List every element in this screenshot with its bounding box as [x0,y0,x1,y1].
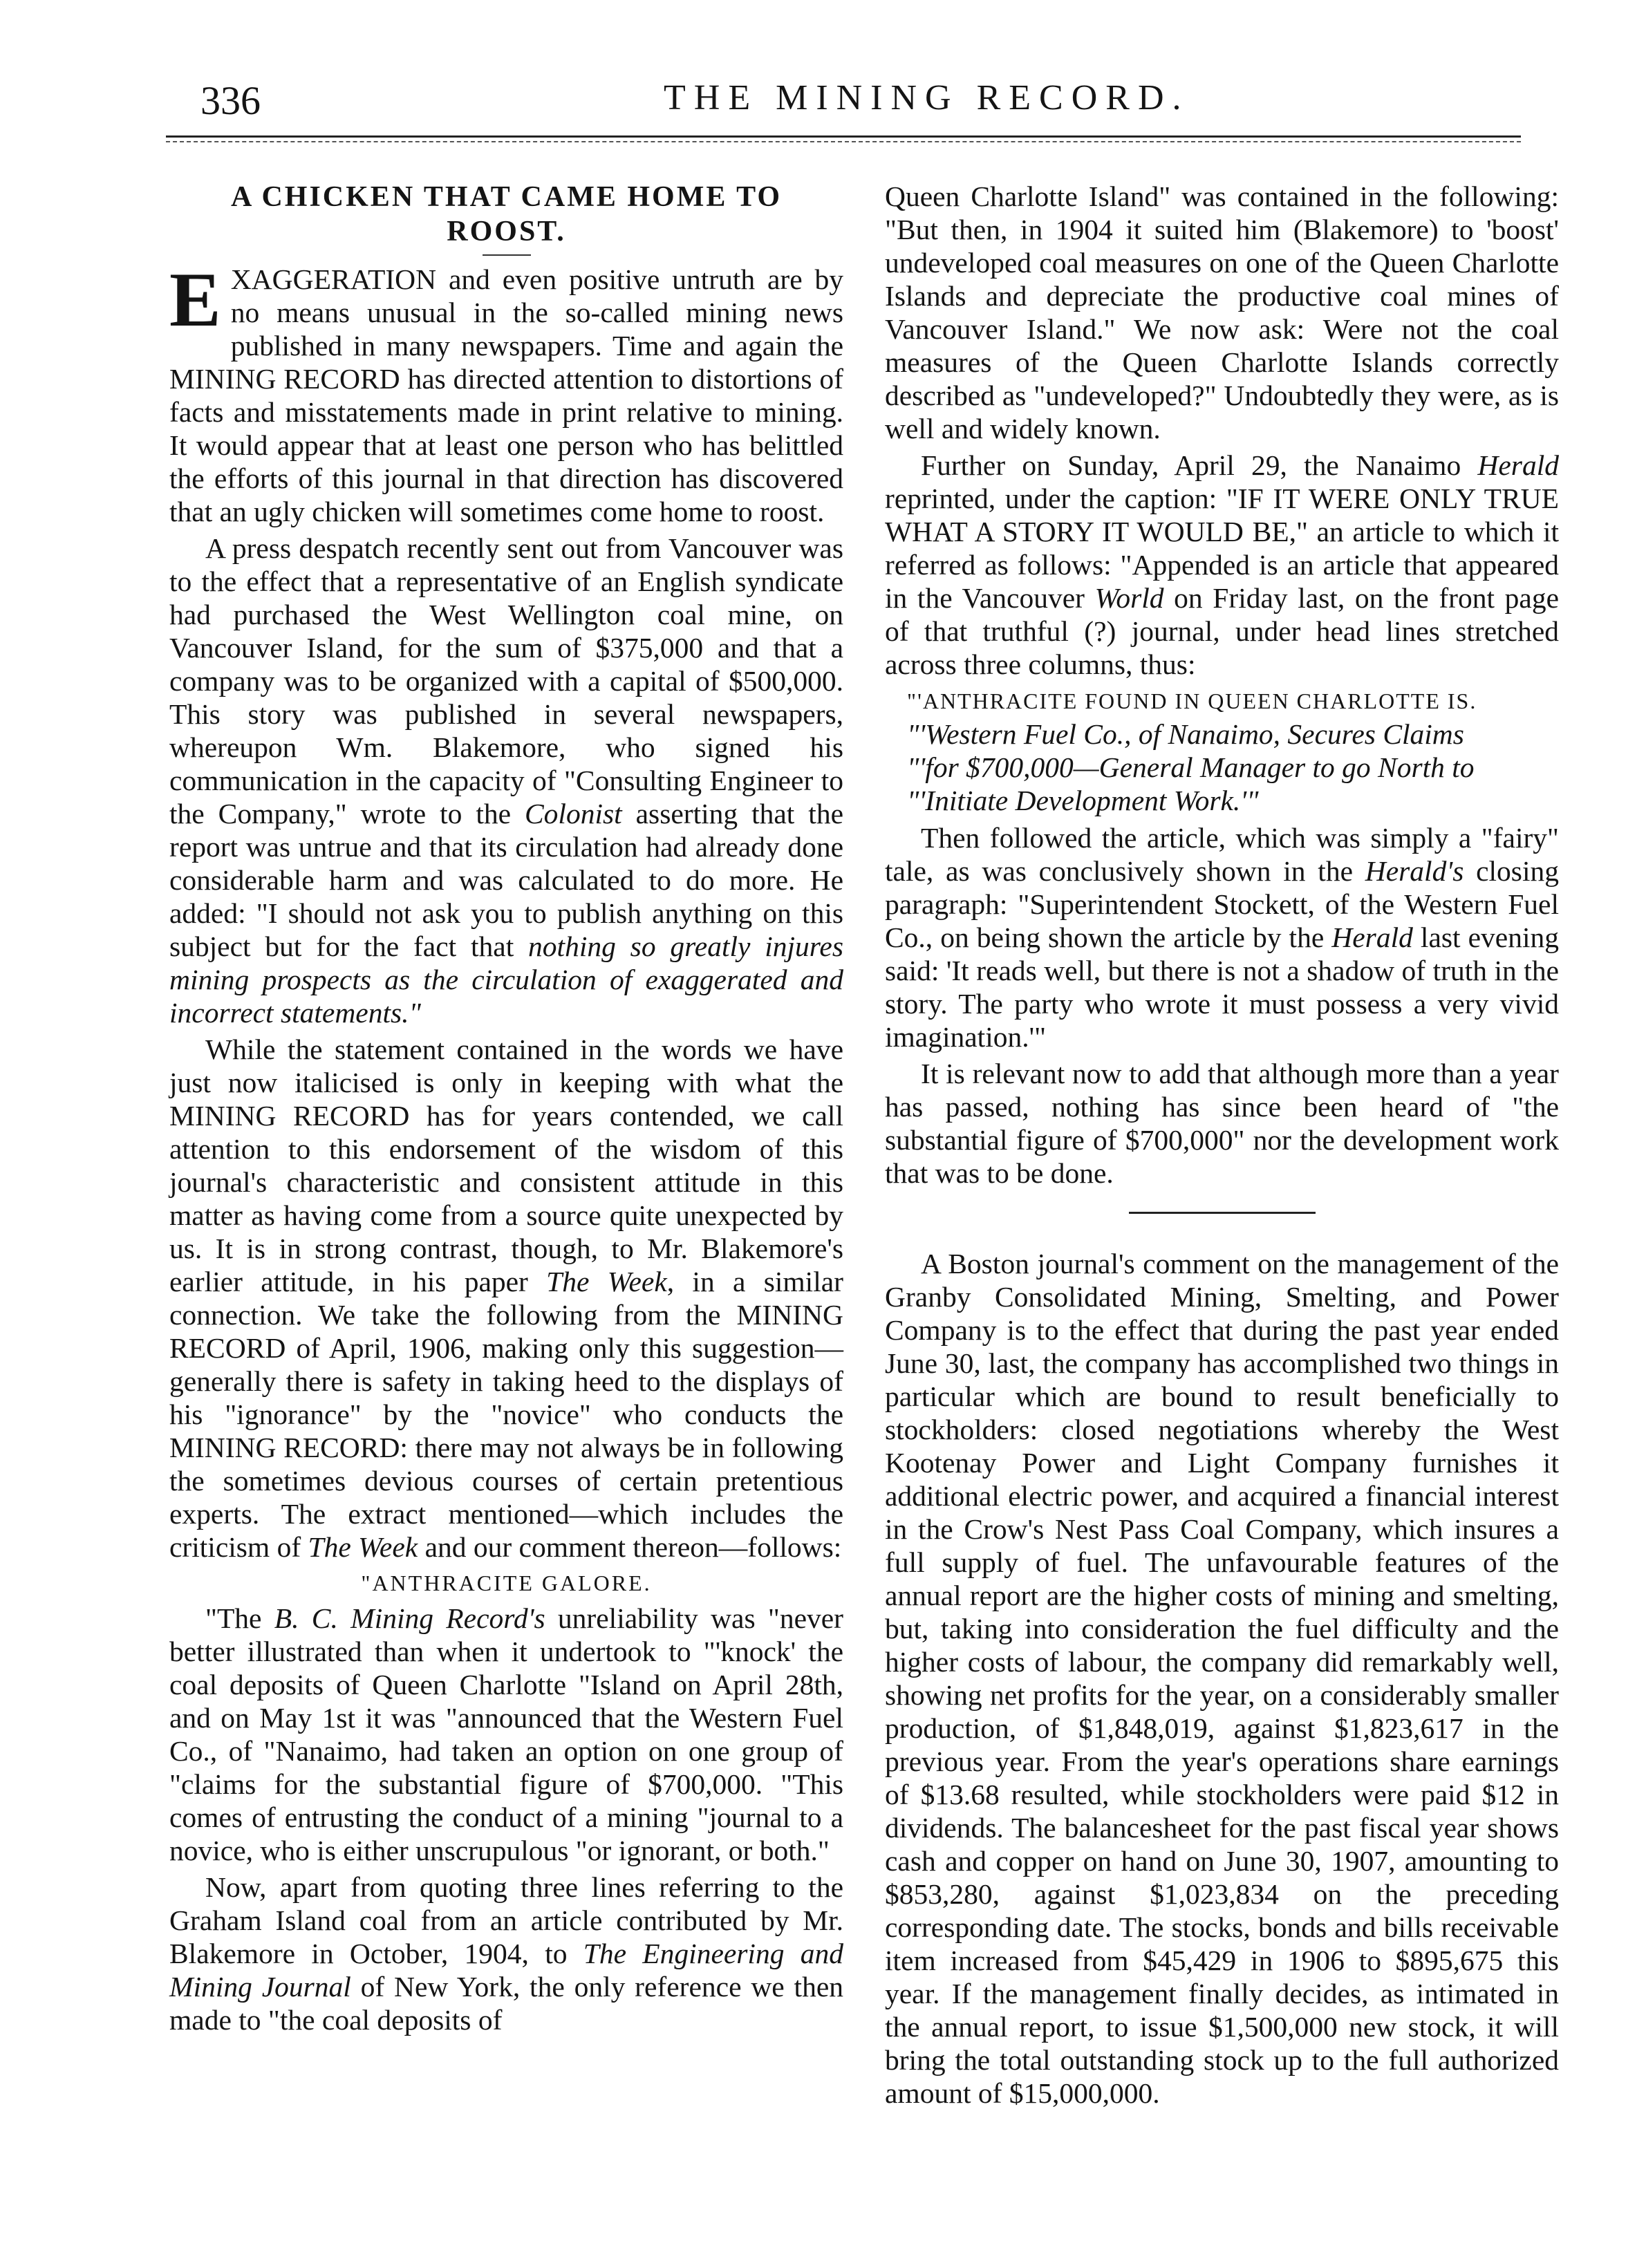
graham-island-paragraph [169,1871,843,2036]
header-rule [166,135,1521,142]
title-rule [483,254,531,256]
nanaimo-herald-paragraph [885,449,1559,681]
paragraph-text: Then followed the article, which was simply a "fairy" tale, as was conclusively shown in the [885,822,1559,887]
headline-quote-line: "'Western Fuel Co., of Nanaimo, Secures Claims [907,718,1464,750]
paragraph-text: closing paragraph: "Superintendent Stockett, of the Western Fuel Co., on being shown the article by the [885,855,1559,953]
italic-quote: nothing so greatly injures mining prospects as the circulation of exaggerated and incorrect statements." [169,930,843,1029]
right-column [885,180,1559,2113]
headline-quote-line: "'for $700,000—General Manager to go North to [907,751,1475,783]
paragraph-text: unreliability was "never better illustrated than when it undertook to "'knock' the coal deposits of Queen Charlotte "Island on April 28th, and on May 1st it was "announced that the Western Fuel Co., of "Nanaimo, had taken an option on one group of "claims for the substantial figure of $700,000. "This comes of entrusting the conduct of a mining "journal to a novice, who is either unscrupulous "or ignorant, or both." [169,1602,843,1866]
section-divider [1129,1212,1316,1214]
anthracite-subhead: "ANTHRACITE GALORE. [361,1571,652,1595]
newspaper-name: The Week [546,1266,667,1297]
newspaper-name: Herald [1477,449,1559,481]
press-despatch-paragraph [169,532,843,1029]
paragraph-text: Further on Sunday, April 29, the Nanaimo [921,449,1478,481]
fairy-tale-paragraph [885,821,1559,1053]
paragraph-text: last evening said: 'It reads well, but there is not a shadow of truth in the story. The party who wrote it must possess a very vivid imagination.'" [885,921,1559,1053]
quoted-extract [169,1602,843,1867]
paragraph-text: and our comment thereon—follows: [418,1531,842,1563]
newspaper-name: Herald [1331,921,1413,953]
page-number: 336 [200,78,261,123]
newspaper-name: World [1094,582,1164,614]
relevant-paragraph: It is relevant now to add that although more than a year has passed, nothing has since been heard of "the substantial figure of $700,000" nor the development work that was to be done. [885,1058,1559,1189]
article-title: A CHICKEN THAT CAME HOME TO ROOST. [230,181,783,247]
headline-quote-line: "'ANTHRACITE FOUND IN QUEEN CHARLOTTE IS. [907,688,1477,713]
intro-paragraph [169,257,843,528]
drop-cap: E [169,257,221,343]
publication-name: B. C. Mining Record's [274,1602,545,1634]
paragraph-text: Now, apart from quoting three lines referring to the Graham Island coal from an article contributed by Mr. Blakemore in October, 1904, to [169,1871,843,1969]
publication-name: The Engineering and Mining Journal [169,1938,843,2003]
paragraph-text: , in a similar connection. We take the following from the MINING RECORD of April, 1906, making only this suggestion—generally there is safety in taking heed to the displays of his "ignorance" by the "novice" who conducts the MINING RECORD: there may not always be in following the sometimes devious courses of certain pretentious experts. The extract mentioned—which includes the criticism of [169,1266,843,1563]
running-title: THE MINING RECORD. [664,78,1190,118]
paragraph-text: A press despatch recently sent out from Vancouver was to the effect that a representative of an English syndicate had purchased the West Wellington coal mine, on Vancouver Island, for the sum of $375,000 and that a company was to be organized with a capital of $500,000. This story was published in several newspapers, whereupon Wm. Blakemore, who signed his communication in the capacity of "Consulting Engineer to the Company," wrote to the [169,532,843,830]
granby-paragraph: A Boston journal's comment on the management of the Granby Consolidated Mining, Smelting, and Power Company is to the effect that during the past year ended June 30, last, the company has accomplished two things in particular which are bound to result beneficially to stockholders: closed negotiations whereby the West Kootenay Power and Light Company furnishes it additional electric power, and acquired a financial interest in the Crow's Nest Pass Coal Company, which insures a full supply of fuel. The unfavourable features of the annual report are the higher costs of mining and smelting, but, taking into consideration the fuel difficulty and the higher costs of labour, the company did remarkably well, showing net profits for the year, on a considerably smaller production, of $1,848,019, against $1,823,617 in the previous year. From the year's operations share earnings of $13.68 resulted, while stockholders were paid $12 in dividends. The balancesheet for the past fiscal year shows cash and copper on hand on June 30, 1907, amounting to $853,280, against $1,023,834 on the preceding corresponding date. The stocks, bonds and bills receivable item increased from $45,429 in 1906 to $895,675 this year. If the management finally decides, as intimated in the annual report, to issue $1,500,000 new stock, it will bring the total outstanding stock up to the full authorized amount of $15,000,000. [885,1248,1559,2109]
paragraph-text: asserting that the report was untrue and that its circulation had already done considerable harm and was calculated to do more. He added: "I should not ask you to publish anything on this subject but for the fact that [169,798,843,962]
statement-paragraph [169,1033,843,1564]
newspaper-name: Colonist [524,798,622,830]
newspaper-name: Herald's [1365,855,1464,887]
headline-quote-line: "'Initiate Development Work.'" [907,785,1259,816]
paragraph-text: "The [205,1602,274,1634]
paragraph-text: reprinted, under the caption: "IF IT WERE ONLY TRUE WHAT A STORY IT WOULD BE," an article to which it referred as follows: "Appended is an article that appeared in the Vancouver [885,482,1559,614]
paragraph-text: While the statement contained in the words we have just now italicised is only in keeping with what the MINING RECORD has for years contended, we call attention to this endorsement of the wisdom of this journal's characteristic and consistent attitude in this matter as having come from a source quite unexpected by us. It is in strong contrast, though, to Mr. Blakemore's earlier attitude, in his paper [169,1033,843,1297]
paragraph-text: of New York, the only reference we then made to "the coal deposits of [169,1971,843,2036]
left-column [169,180,843,2040]
newspaper-name: The Week [308,1531,418,1563]
paragraph-text: on Friday last, on the front page of that truthful (?) journal, under head lines stretched across three columns, thus: [885,582,1559,680]
intro-text: XAGGERATION and even positive untruth are by no means unusual in the so-called mining news published in many newspapers. Time and again the MINING RECORD has directed attention to distortions of facts and misstatements made in print relative to mining. It would appear that at least one person who has belittled the efforts of this journal in that direction has discovered that an ugly chicken will sometimes come home to roost. [169,263,843,527]
continued-paragraph: Queen Charlotte Island" was contained in the following: "But then, in 1904 it suited him (Blakemore) to 'boost' undeveloped coal measures on one of the Queen Charlotte Islands and depreciate the productive coal mines of Vancouver Island." We now ask: Were not the coal measures of the Queen Charlotte Islands correctly described as "undeveloped?" Undoubtedly they were, as is well and widely known. [885,180,1559,444]
